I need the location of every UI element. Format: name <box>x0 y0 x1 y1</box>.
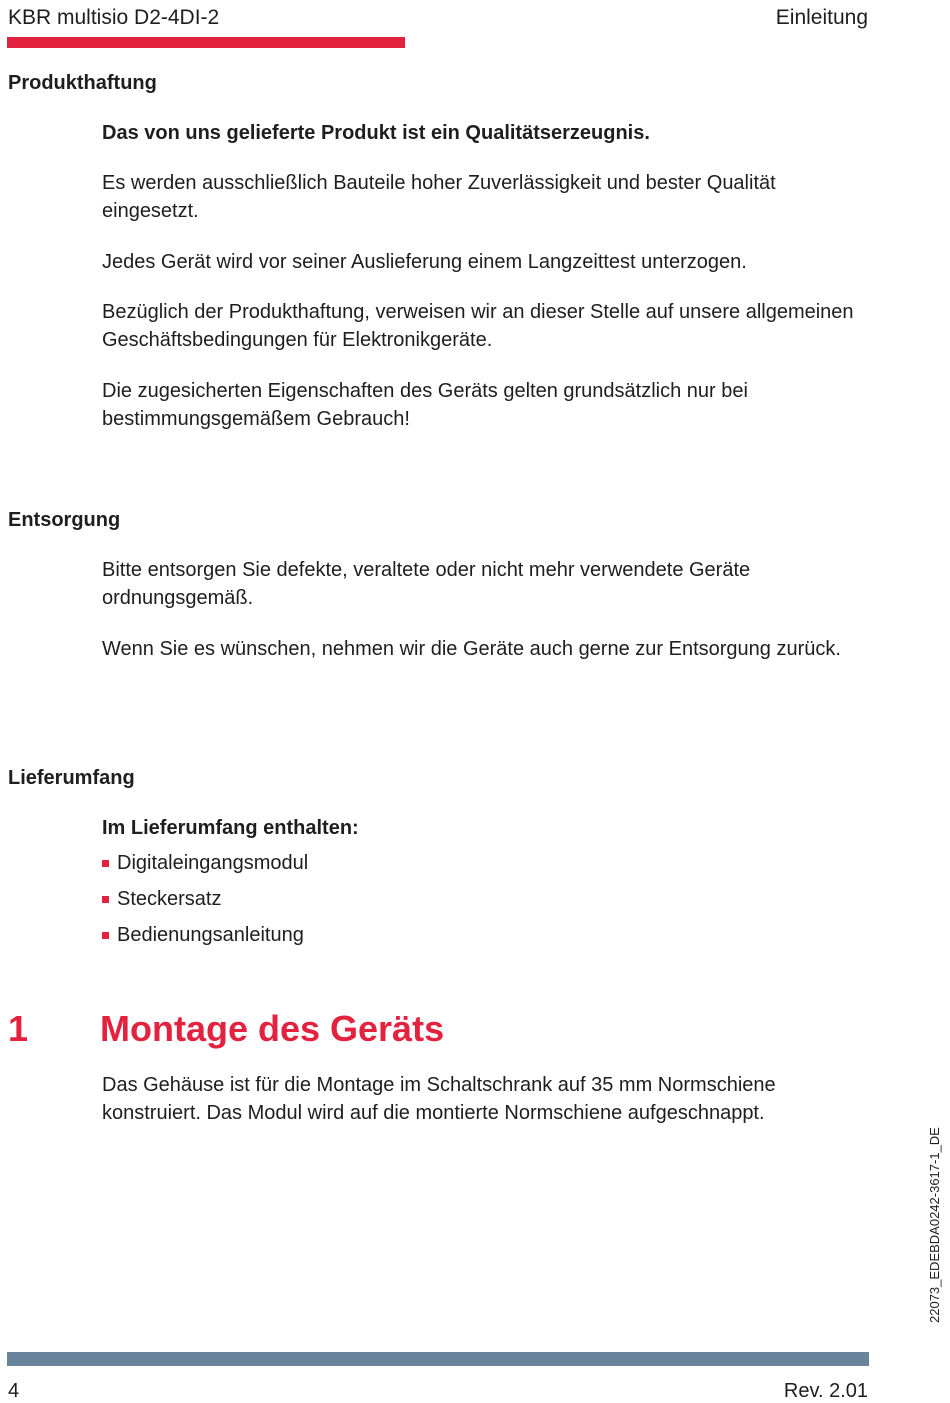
bullet-square-icon <box>102 860 109 867</box>
bullet-square-icon <box>102 896 109 903</box>
produkthaftung-paragraph: Die zugesicherten Eigenschaften des Geräts gelten grundsätzlich nur bei bestimmungsgemäßem Gebrauch! <box>102 380 748 430</box>
footer-bar <box>7 1352 869 1366</box>
header-product-name: KBR multisio D2-4DI-2 <box>8 6 220 29</box>
header-accent-bar <box>7 37 405 48</box>
list-item-label: Digitaleingangsmodul <box>117 852 309 874</box>
chapter-title: Montage des Geräts <box>100 1008 445 1049</box>
entsorgung-paragraph: Wenn Sie es wünschen, nehmen wir die Geräte auch gerne zur Entsorgung zurück. <box>102 638 841 660</box>
list-item <box>102 923 308 959</box>
document-code-text: 22073_EDEBDA0242-3617-1_DE <box>927 1127 942 1323</box>
document-code <box>925 1115 945 1323</box>
chapter-number: 1 <box>8 1008 29 1049</box>
bullet-square-icon <box>102 932 109 939</box>
page-number: 4 <box>8 1380 20 1402</box>
heading-lieferumfang: Lieferumfang <box>8 767 135 789</box>
heading-entsorgung: Entsorgung <box>8 509 121 531</box>
lieferumfang-list <box>102 851 308 959</box>
header-section-name: Einleitung <box>775 6 868 29</box>
list-item-label: Bedienungsanleitung <box>117 924 304 946</box>
entsorgung-paragraph: Bitte entsorgen Sie defekte, veraltete oder nicht mehr verwendete Geräte ordnungsgemäß. <box>102 559 751 609</box>
list-item <box>102 851 308 887</box>
chapter-paragraph: Das Gehäuse ist für die Montage im Schaltschrank auf 35 mm Normschiene konstruiert. Das Modul wird auf die montierte Normschiene aufgeschnappt. <box>102 1074 776 1124</box>
list-item <box>102 887 308 923</box>
revision-label: Rev. 2.01 <box>783 1380 868 1402</box>
produkthaftung-paragraph: Jedes Gerät wird vor seiner Auslieferung einem Langzeittest unterzogen. <box>102 251 747 273</box>
produkthaftung-paragraph: Bezüglich der Produkthaftung, verweisen wir an dieser Stelle auf unsere allgemeinen Geschäftsbedingungen für Elektronikgeräte. <box>102 301 854 351</box>
produkthaftung-lead: Das von uns gelieferte Produkt ist ein Qualitätserzeugnis. <box>102 122 650 144</box>
list-item-label: Steckersatz <box>117 888 222 910</box>
lieferumfang-lead: Im Lieferumfang enthalten: <box>102 817 359 839</box>
produkthaftung-paragraph: Es werden ausschließlich Bauteile hoher Zuverlässigkeit und bester Qualität eingesetzt. <box>102 172 776 222</box>
heading-produkthaftung: Produkthaftung <box>8 72 157 94</box>
